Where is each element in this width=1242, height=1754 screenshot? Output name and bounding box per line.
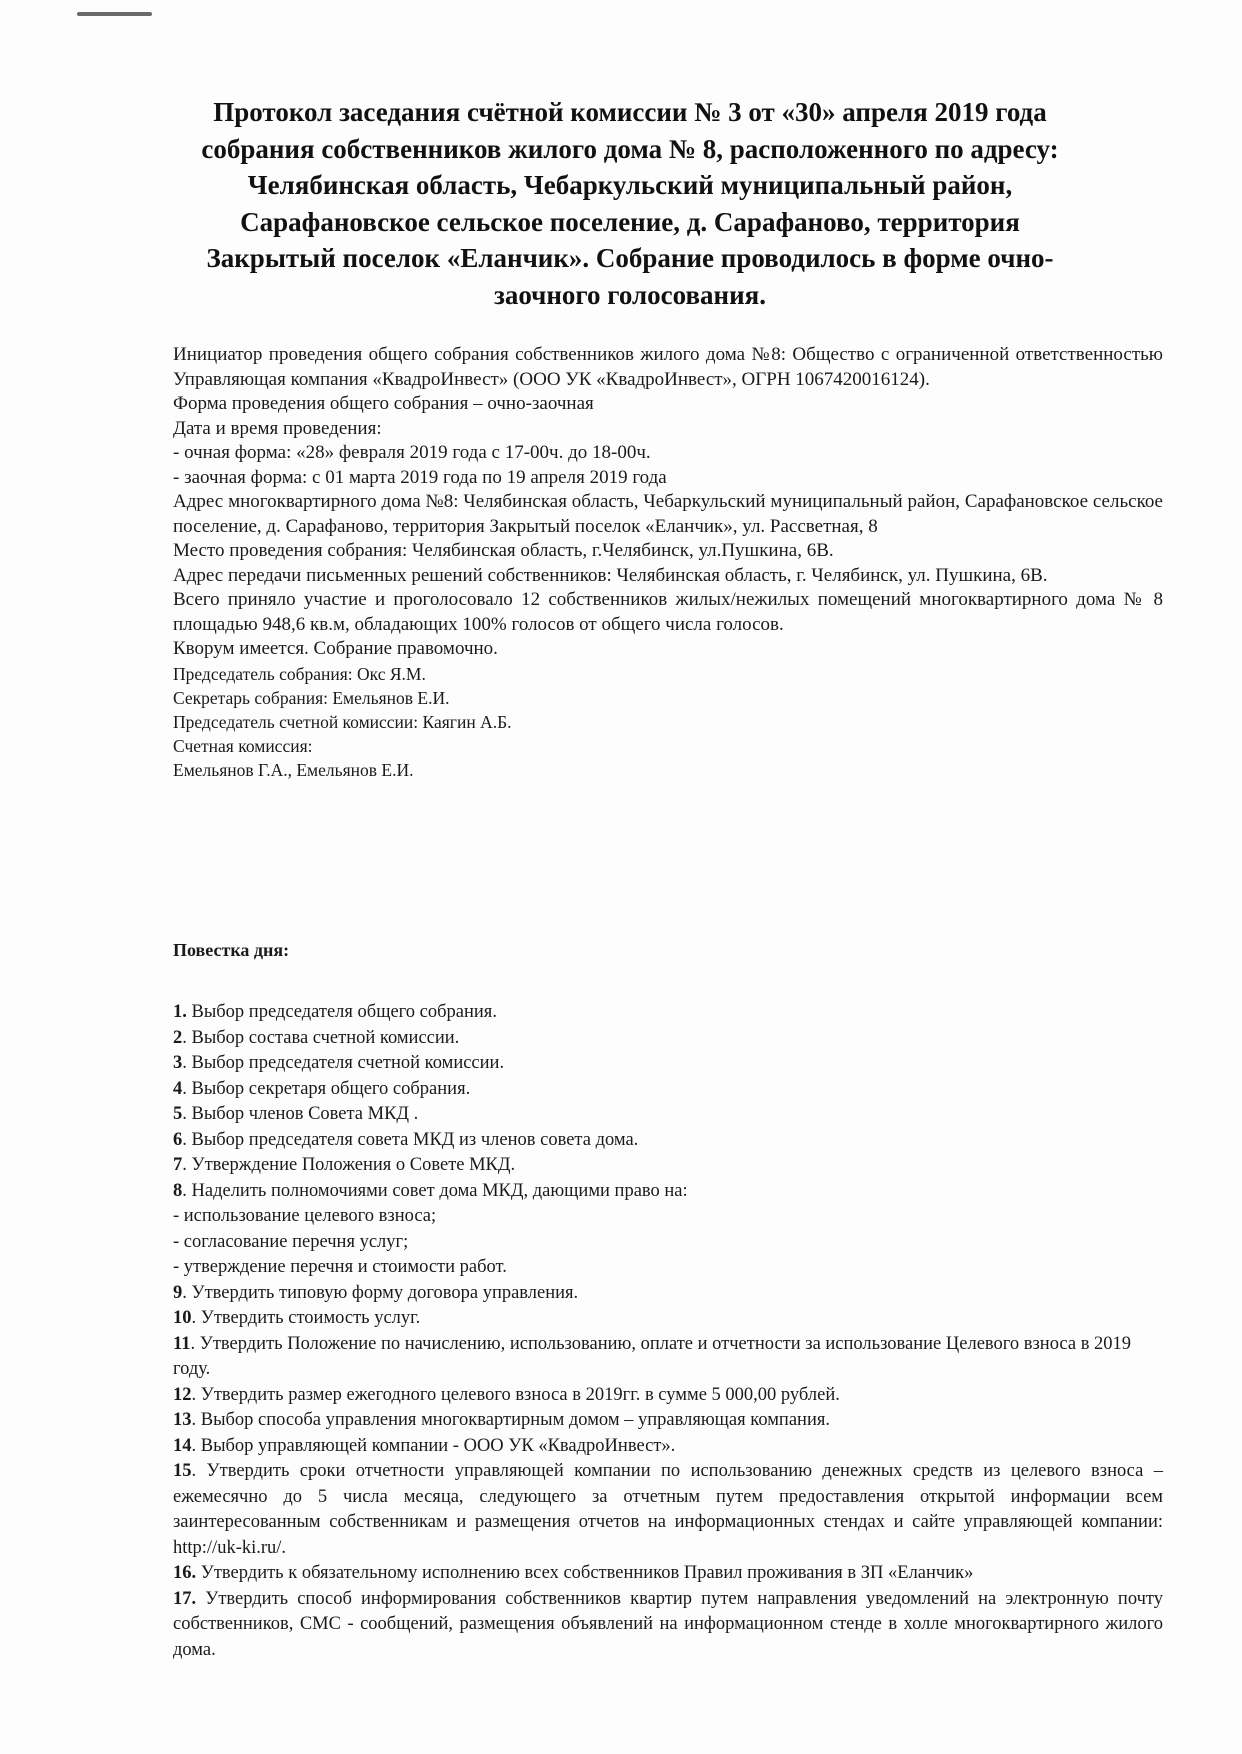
item-number: 8	[173, 1180, 183, 1201]
agenda-item	[173, 1434, 1163, 1460]
in-person-date: - очная форма: «28» февраля 2019 года с 17-00ч. до 18-00ч.	[173, 442, 651, 463]
agenda-item	[173, 1383, 1163, 1409]
agenda-item	[173, 1026, 1163, 1052]
item-number: 9	[173, 1282, 183, 1303]
item-text: - согласование перечня услуг;	[173, 1231, 409, 1252]
commission-chair: Председатель счетной комиссии: Каягин А.Б.	[173, 711, 512, 732]
title-line: Сарафановское сельское поселение, д. Сарафаново, территория	[240, 206, 1020, 237]
agenda-subitem	[173, 1255, 1163, 1281]
commission-label: Счетная комиссия:	[173, 735, 313, 756]
item-text: . Выбор председателя счетной комиссии.	[182, 1053, 505, 1073]
item-text: . Утвердить стоимость услуг.	[191, 1308, 421, 1328]
item-text: . Выбор секретаря общего собрания.	[182, 1078, 471, 1099]
quorum-text: Кворум имеется. Собрание правомочно.	[173, 638, 498, 659]
agenda-item	[173, 1153, 1163, 1179]
agenda-item	[173, 1051, 1163, 1077]
item-text: . Утвердить размер ежегодного целевого взноса в 2019гг. в сумме 5 000,00 рублей.	[191, 1384, 840, 1405]
item-number: 4	[173, 1078, 183, 1099]
item-number: 6	[173, 1129, 183, 1150]
item-number: 12	[173, 1384, 192, 1405]
document-title	[150, 94, 1110, 313]
initiator-text: Инициатор проведения общего собрания собственников жилого дома №8: Общество с ограниченной ответственностью Управляющая компания «КвадроИнвест» (ООО УК «КвадроИнвест», ОГРН 1067420016124).	[173, 344, 1163, 390]
item-text: . Выбор состава счетной комиссии.	[182, 1027, 460, 1048]
item-number: 1.	[173, 1002, 187, 1022]
agenda-item	[173, 1102, 1163, 1128]
item-number: 16.	[173, 1563, 197, 1583]
meeting-venue: Место проведения собрания: Челябинская область, г.Челябинск, ул.Пушкина, 6В.	[173, 540, 834, 561]
participation-text: Всего приняло участие и проголосовало 12 собственников жилых/нежилых помещений многоквартирного дома № 8 площадью 948,6 кв.м, обладающих 100% голосов от общего числа голосов.	[173, 589, 1163, 635]
item-number: 17.	[173, 1588, 197, 1609]
chairman: Председатель собрания: Окс Я.М.	[173, 663, 426, 684]
agenda-item	[173, 1561, 1163, 1587]
agenda-item	[173, 1077, 1163, 1103]
agenda-item	[173, 1179, 1163, 1205]
title-line: собрания собственников жилого дома № 8, расположенного по адресу:	[201, 133, 1059, 164]
item-number: 10	[173, 1308, 192, 1328]
date-label: Дата и время проведения:	[173, 417, 382, 439]
meeting-info	[173, 343, 1163, 782]
item-text: Утвердить к обязательному исполнению всех собственников Правил проживания в ЗП «Еланчик»	[196, 1563, 974, 1583]
item-text: . Утвердить Положение по начислению, использованию, оплате и отчетности за использование Целевого взноса в 2019 году.	[173, 1333, 1132, 1379]
title-line: заочного голосования.	[493, 279, 767, 310]
agenda-item	[173, 1128, 1163, 1154]
item-number: 13	[173, 1410, 192, 1430]
item-text: . Утверждение Положения о Совете МКД.	[182, 1155, 516, 1175]
agenda-item	[173, 1408, 1163, 1434]
item-text: . Выбор членов Совета МКД .	[182, 1104, 419, 1124]
agenda-heading-block	[173, 940, 1163, 961]
item-text: - утверждение перечня и стоимости работ.	[173, 1257, 507, 1277]
agenda-heading: Повестка дня:	[173, 940, 290, 960]
submission-address: Адрес передачи письменных решений собственников: Челябинская область, г. Челябинск, ул. Пушкина, 6В.	[173, 564, 1048, 586]
agenda-subitem	[173, 1230, 1163, 1256]
item-text: . Выбор председателя совета МКД из членов совета дома.	[182, 1129, 639, 1150]
item-number: 7	[173, 1155, 183, 1175]
item-text: . Выбор способа управления многоквартирным домом – управляющая компания.	[191, 1410, 830, 1430]
item-text: Выбор председателя общего собрания.	[186, 1002, 497, 1022]
item-number: 14	[173, 1435, 192, 1456]
scan-artifact-mark	[77, 12, 152, 16]
commission-members: Емельянов Г.А., Емельянов Е.И.	[173, 759, 414, 780]
item-text: Утвердить способ информирования собственников квартир путем направления уведомлений на электронную почту собственников, СМС - сообщений, размещения объявлений на информационном стенде в холле многоквартирного жилого дома.	[173, 1588, 1163, 1660]
secretary: Секретарь собрания: Емельянов Е.И.	[173, 687, 450, 708]
agenda-item	[173, 1306, 1163, 1332]
title-line: Протокол заседания счётной комиссии № 3 от «30» апреля 2019 года	[213, 97, 1047, 127]
agenda-list	[173, 1000, 1163, 1663]
item-number: 11	[173, 1333, 191, 1354]
item-number: 5	[173, 1104, 183, 1124]
agenda-item	[173, 1000, 1163, 1026]
title-line: Челябинская область, Чебаркульский муниципальный район,	[247, 170, 1013, 200]
item-text: . Утвердить сроки отчетности управляющей компании по использованию денежных средств из целевого взноса – ежемесячно до 5 числа месяца, следующего за отчетным путем предоставления открытой информации всем заинтересованным собственникам и размещения отчетов на информационных стендах и сайте управляющей компании: http://uk-ki.ru/.	[173, 1461, 1163, 1558]
meeting-form: Форма проведения общего собрания – очно-заочная	[173, 393, 594, 414]
item-text: - использование целевого взноса;	[173, 1206, 437, 1226]
absentee-date: - заочная форма: с 01 марта 2019 года по 19 апреля 2019 года	[173, 466, 667, 488]
item-number: 3	[173, 1053, 183, 1073]
agenda-subitem	[173, 1204, 1163, 1230]
item-number: 2	[173, 1027, 183, 1048]
agenda-item	[173, 1332, 1163, 1383]
agenda-item	[173, 1587, 1163, 1664]
agenda-item	[173, 1281, 1163, 1307]
agenda-item	[173, 1459, 1163, 1561]
item-text: . Наделить полномочиями совет дома МКД, дающими право на:	[182, 1180, 688, 1201]
building-address: Адрес многоквартирного дома №8: Челябинская область, Чебаркульский муниципальный район, Сарафановское сельское поселение, д. Сарафаново, территория Закрытый поселок «Еланчик», ул. Рассветная, 8	[173, 491, 1163, 537]
item-text: . Утвердить типовую форму договора управления.	[182, 1282, 579, 1303]
title-line: Закрытый поселок «Еланчик». Собрание проводилось в форме очно-	[206, 243, 1054, 273]
item-number: 15	[173, 1461, 192, 1481]
item-text: . Выбор управляющей компании - ООО УК «КвадроИнвест».	[191, 1435, 676, 1456]
